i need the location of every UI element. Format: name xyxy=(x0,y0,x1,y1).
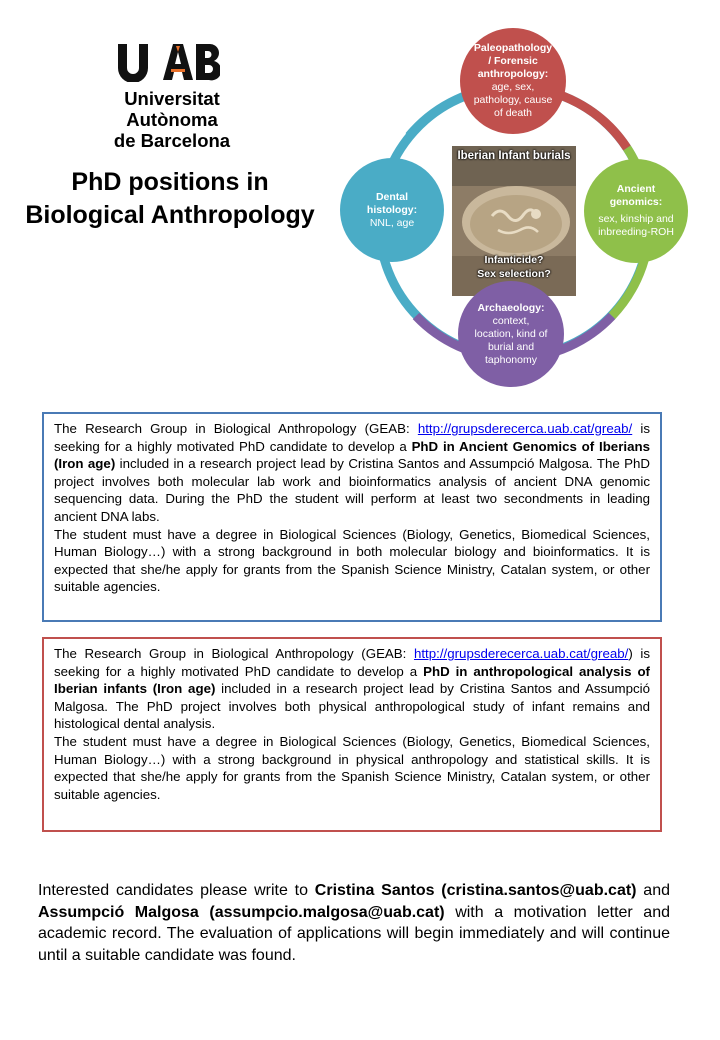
box1-text-a: The Research Group in Biological Anthropology (GEAB: xyxy=(54,421,418,436)
node-paleopathology-title-3: anthropology: xyxy=(477,68,549,80)
node-archaeology-title: Archaeology: xyxy=(477,301,545,314)
node-genomics-body-1: sex, kinship and xyxy=(598,213,674,225)
closing-text-b: and xyxy=(636,882,671,899)
photo-question-2: Sex selection? xyxy=(477,268,551,280)
node-dental-body-1: NNL, age xyxy=(369,216,415,229)
box2-text-c: included in a research project lead by Cristina Santos and Assumpció Malgosa. The PhD project involves both physical anthropological study of infant remains and histological dental analysis. xyxy=(54,681,650,732)
position-genomics-box xyxy=(42,412,662,622)
university-name-line-1: Universitat Autònoma xyxy=(124,88,220,130)
node-paleopathology-title-2: / Forensic xyxy=(488,55,538,67)
node-dental-histology xyxy=(340,158,444,262)
svg-text:UAB: UAB xyxy=(116,42,119,43)
box1-text-c: included in a research project lead by Cristina Santos and Assumpció Malgosa. The PhD project involves both molecular lab work and bioinformatics analysis of ancient DNA genomic sequencing data. During the PhD the student will perform at least two secondments in leading ancient DNA labs. xyxy=(54,456,650,524)
node-archaeology xyxy=(458,281,564,387)
box2-text-a: The Research Group in Biological Anthropology (GEAB: xyxy=(54,646,414,661)
title-line-1: PhD positions in xyxy=(71,168,269,196)
node-paleopathology-title-1: Paleopathology xyxy=(473,42,553,54)
photo-question-1: Infanticide? xyxy=(484,254,544,266)
box1-text-b: is seeking for a highly motivated PhD candidate to develop a xyxy=(54,421,650,454)
page-title xyxy=(10,166,330,232)
closing-text-c: with a motivation letter and academic record. The evaluation of applications will begin immediately and will continue until a suitable candidate was found. xyxy=(38,903,671,964)
university-name-line-2: de Barcelona xyxy=(113,130,231,151)
uab-logo xyxy=(82,42,262,151)
node-paleopathology-body-2: pathology, cause xyxy=(473,94,553,106)
node-archaeology-body-1: context, xyxy=(492,314,530,327)
infant-burial-photo xyxy=(452,146,576,296)
title-line-2: Biological Anthropology xyxy=(25,201,315,229)
contact-cristina-santos: Cristina Santos (cristina.santos@uab.cat) xyxy=(314,882,637,899)
research-cycle-diagram xyxy=(330,26,720,390)
closing-text-a: Interested candidates please write to xyxy=(38,882,315,899)
node-ancient-genomics xyxy=(584,159,688,263)
node-dental-title-2: histology: xyxy=(366,203,418,216)
box2-text-b: ) is seeking for a highly motivated PhD candidate to develop a xyxy=(54,646,650,679)
node-genomics-title-2: genomics: xyxy=(609,196,663,208)
position-anthropology-paragraph-1 xyxy=(54,645,650,733)
node-archaeology-body-2: location, kind of xyxy=(474,327,548,340)
uab-logo-mark xyxy=(116,42,220,82)
position-genomics-paragraph-2: The student must have a degree in Biological Sciences (Biology, Genetics, Biomedical Sciences, Human Biology…) with a strong background in both molecular biology and bioinformatics. It is expected that she/he apply for grants from the Spanish Science Ministry, Catalan system, or other suitable agencies. xyxy=(54,526,650,595)
contact-assumpcio-malgosa: Assumpció Malgosa (assumpcio.malgosa@uab.cat) xyxy=(38,903,445,921)
box1-position-title: PhD in Ancient Genomics of Iberians (Iron age) xyxy=(54,438,650,472)
node-archaeology-body-4: taphonomy xyxy=(485,353,537,366)
node-archaeology-body-3: burial and xyxy=(487,340,535,353)
contact-paragraph xyxy=(38,880,670,966)
node-genomics-body-2: inbreeding-ROH xyxy=(598,226,674,238)
node-paleopathology-body-1: age, sex, xyxy=(491,81,535,93)
position-genomics-paragraph-1 xyxy=(54,420,650,526)
geab-link[interactable]: http://grupsderecerca.uab.cat/greab/ xyxy=(413,646,629,661)
node-paleopathology xyxy=(460,28,566,134)
node-paleopathology-body-3: of death xyxy=(494,107,532,119)
photo-title: Iberian Infant burials xyxy=(457,150,571,162)
node-genomics-title-1: Ancient xyxy=(616,183,656,195)
position-anthropology-box xyxy=(42,637,662,832)
node-dental-title-1: Dental xyxy=(375,190,409,203)
position-anthropology-paragraph-2: The student must have a degree in Biological Sciences (Biology, Genetics, Biomedical Sciences, Human Biology…) with a strong background in physical anthropology and statistical skills. It is expected that she/he apply for grants from the Spanish Science Ministry, Catalan system, or other suitable agencies. xyxy=(54,733,650,802)
box2-position-title: PhD in anthropological analysis of Iberian infants (Iron age) xyxy=(54,663,650,697)
geab-link[interactable]: http://grupsderecerca.uab.cat/greab/ xyxy=(417,421,633,436)
